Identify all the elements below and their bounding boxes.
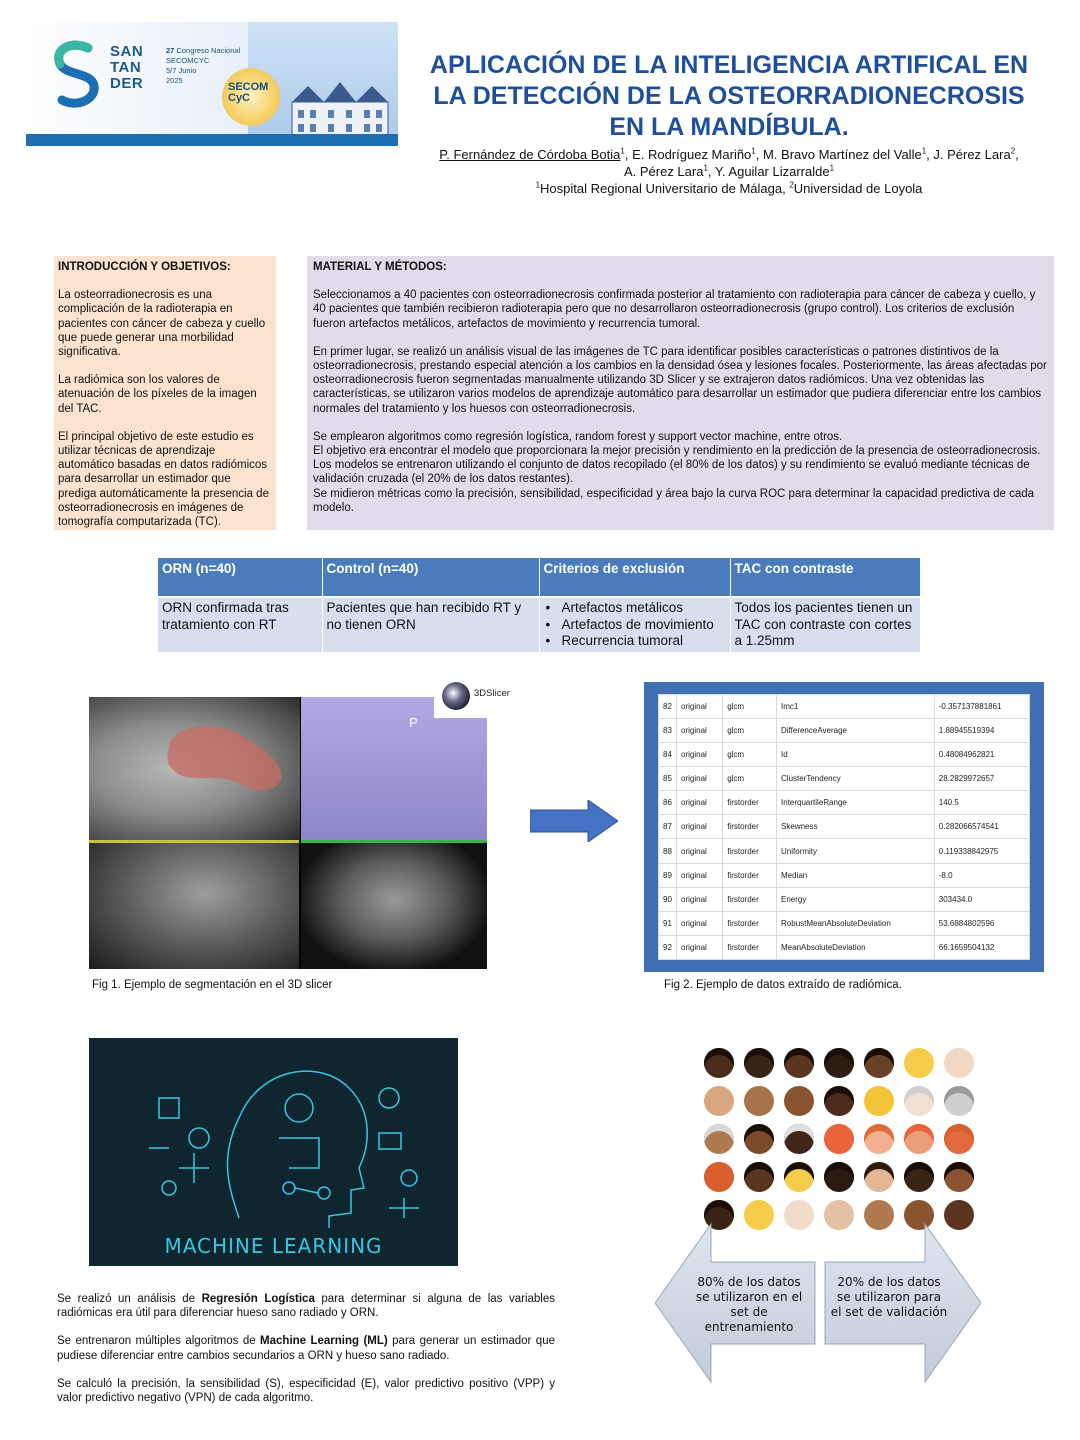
radiomics-feature-cell: Id (777, 743, 935, 767)
table-row (659, 863, 1030, 887)
table-header: Control (n=40) (322, 558, 539, 597)
3dslicer-icon (442, 682, 470, 710)
radiomics-value-cell: -0.357137881861 (934, 695, 1029, 719)
table-row (659, 695, 1030, 719)
face-emoji-icon (864, 1086, 894, 1116)
criteria-table (158, 558, 920, 652)
face-emoji-icon (784, 1162, 814, 1192)
fig2-caption: Fig 2. Ejemplo de datos extraído de radiómica. (664, 979, 902, 991)
3dslicer-logo: 3DSlicer (434, 676, 530, 718)
table-row (659, 887, 1030, 911)
radiomics-value-cell: 1.88945519394 (934, 719, 1029, 743)
face-emoji-icon (904, 1162, 934, 1192)
methods-paragraph: Se emplearon algoritmos como regresión logística, random forest y support vector machine, entre otros. (313, 430, 843, 443)
methods-paragraph: Se midieron métricas como la precisión, sensibilidad, especificidad y área bajo la curva ROC para determinar la capacidad predictiva de cada modelo. (313, 487, 1035, 514)
radiomics-value-cell: 0.48084962821 (934, 743, 1029, 767)
radiomics-idx-cell: 85 (659, 767, 677, 791)
face-emoji-icon (744, 1048, 774, 1078)
congress-info: 27 Congreso Nacional SECOMCYC 5/7 Junio 2025 (166, 46, 241, 85)
table-header: Criterios de exclusión (539, 558, 730, 597)
radiomics-idx-cell: 90 (659, 887, 677, 911)
poster-title: APLICACIÓN DE LA INTELIGENCIA ARTIFICAL EN LA DETECCIÓN DE LA OSTEORRADIONECROSIS EN LA MANDÍBULA. (429, 51, 1029, 141)
radiomics-class-cell: glcm (723, 695, 777, 719)
table-row (659, 719, 1030, 743)
secomcyc-badge-text: SECOM CyC (228, 81, 269, 104)
radiomics-idx-cell: 86 (659, 791, 677, 815)
radiomics-idx-cell: 92 (659, 935, 677, 959)
results-paragraph: Se calculó la precisión, la sensibilidad (S), especificidad (E), valor predictivo positivo (VPP) y valor predictivo negativo (VPN) de cada algoritmo. (57, 1377, 555, 1405)
radiomics-type-cell: original (677, 815, 723, 839)
table-row (659, 815, 1030, 839)
face-emoji-icon (704, 1048, 734, 1078)
radiomics-feature-cell: Median (777, 863, 935, 887)
arrow-right-icon (530, 800, 618, 842)
radiomics-idx-cell: 83 (659, 719, 677, 743)
radiomics-class-cell: firstorder (723, 839, 777, 863)
face-emoji-icon (904, 1048, 934, 1078)
radiomics-feature-cell: Imc1 (777, 695, 935, 719)
radiomics-idx-cell: 88 (659, 839, 677, 863)
radiomics-idx-cell: 82 (659, 695, 677, 719)
intro-heading: INTRODUCCIÓN Y OBJETIVOS: (58, 261, 231, 273)
radiomics-feature-cell: InterquartileRange (777, 791, 935, 815)
table-cell: Todos los pacientes tienen un TAC con contraste con cortes a 1.25mm (730, 597, 920, 652)
face-emoji-icon (784, 1124, 814, 1154)
validation-set-label: 20% de los datos se utilizaron para el set de validación (830, 1275, 948, 1319)
radiomics-type-cell: original (677, 695, 723, 719)
radiomics-class-cell: firstorder (723, 863, 777, 887)
face-emoji-icon (944, 1086, 974, 1116)
radiomics-class-cell: glcm (723, 719, 777, 743)
banner-stripe (26, 134, 398, 146)
face-emoji-icon (904, 1124, 934, 1154)
radiomics-class-cell: firstorder (723, 791, 777, 815)
congress-banner (26, 22, 398, 146)
table-row (659, 743, 1030, 767)
coronal-view (89, 843, 299, 969)
authors-block: P. Fernández de Córdoba Botia$^1$, E. Rodríguez Mariño$^1$, M. Bravo Martínez del Valle$^1$, J. Pérez Lara$^2$, A. Pérez Lara$^1$, Y. Aguilar Lizarralde$^1$ $^1$Hospital Regional Universitario de Málaga, $^2$Universidad de Loyola (420, 146, 1038, 197)
intro-paragraph: La radiómica son los valores de atenuación de los píxeles de la imagen del TAC. (58, 374, 257, 415)
results-paragraph: Se realizó un análisis de Regresión Logística para determinar si alguna de las variables radiómicas era útil para diferenciar hueso sano radiado y ORN. (57, 1293, 555, 1320)
table-row (659, 767, 1030, 791)
radiomics-type-cell: original (677, 935, 723, 959)
face-emoji-icon (824, 1086, 854, 1116)
radiomics-type-cell: original (677, 767, 723, 791)
face-emoji-icon (824, 1048, 854, 1078)
radiomics-type-cell: original (677, 887, 723, 911)
fig1-caption: Fig 1. Ejemplo de segmentación en el 3D slicer (92, 979, 333, 991)
radiomics-idx-cell: 91 (659, 911, 677, 935)
table-header: TAC con contraste (730, 558, 920, 597)
radiomics-idx-cell: 84 (659, 743, 677, 767)
face-emoji-icon (704, 1162, 734, 1192)
face-emoji-icon (824, 1124, 854, 1154)
table-row (659, 791, 1030, 815)
radiomics-idx-cell: 87 (659, 815, 677, 839)
face-emoji-icon (904, 1086, 934, 1116)
radiomics-feature-cell: DifferenceAverage (777, 719, 935, 743)
radiomics-feature-cell: RobustMeanAbsoluteDeviation (777, 911, 935, 935)
radiomics-type-cell: original (677, 839, 723, 863)
table-row (659, 839, 1030, 863)
ai-head-illustration (89, 1038, 458, 1266)
face-emoji-icon (784, 1086, 814, 1116)
face-emoji-icon (784, 1048, 814, 1078)
radiomics-type-cell: original (677, 911, 723, 935)
training-set-label: 80% de los datos se utilizaron en el set de entrenamiento (695, 1275, 803, 1334)
radiomics-feature-cell: Uniformity (777, 839, 935, 863)
table-cell: Pacientes que han recibido RT y no tienen ORN (322, 597, 539, 652)
radiomics-table (658, 694, 1030, 960)
face-emoji-icon (704, 1086, 734, 1116)
radiomics-class-cell: glcm (723, 743, 777, 767)
radiomics-value-cell: 66.1659504132 (934, 935, 1029, 959)
radiomics-value-cell: 28.2829972657 (934, 767, 1029, 791)
santander-s-logo (48, 38, 104, 110)
intro-objectives-box (54, 256, 276, 530)
radiomics-class-cell: firstorder (723, 887, 777, 911)
radiomics-feature-cell: Skewness (777, 815, 935, 839)
radiomics-value-cell: 303434.0 (934, 887, 1029, 911)
radiomics-type-cell: original (677, 791, 723, 815)
radiomics-type-cell: original (677, 743, 723, 767)
list-item: • Artefactos de movimiento (544, 617, 726, 634)
face-emoji-icon (704, 1124, 734, 1154)
face-emoji-icon (744, 1124, 774, 1154)
radiomics-class-cell: firstorder (723, 815, 777, 839)
3d-view (301, 697, 487, 840)
face-emoji-icon (744, 1086, 774, 1116)
face-emoji-icon (944, 1048, 974, 1078)
patient-faces-grid (704, 1048, 984, 1228)
slicer-segmentation-image (89, 697, 487, 969)
face-emoji-icon (824, 1162, 854, 1192)
machine-learning-image (89, 1038, 458, 1266)
radiomics-feature-cell: Energy (777, 887, 935, 911)
radiomics-type-cell: original (677, 719, 723, 743)
radiomics-value-cell: 0.119338842975 (934, 839, 1029, 863)
radiomics-value-cell: -8.0 (934, 863, 1029, 887)
methods-box (307, 256, 1054, 530)
radiomics-class-cell: firstorder (723, 911, 777, 935)
first-author: P. Fernández de Córdoba Botia (439, 147, 621, 162)
radiomics-feature-cell: ClusterTendency (777, 767, 935, 791)
segmentation-overlay (159, 717, 289, 797)
intro-paragraph: El principal objetivo de este estudio es utilizar técnicas de aprendizaje automático basadas en datos radiómicos para desarrollar un estimador que prediga automáticamente la presencia de osteorradionecrosis en imágenes de tomografía computarizada (TC). (58, 430, 269, 529)
methods-paragraph: Seleccionamos a 40 pacientes con osteorradionecrosis confirmada posterior al tratamiento con radioterapia para cáncer de cabeza y cuello, y 40 pacientes que también recibieron radioterapia pero que no desarrollaron osteorradionecrosis (grupo control). Los criterios de exclusión fueron artefactos metálicos, artefactos de movimiento y recurrencia tumoral. (313, 289, 1036, 330)
face-emoji-icon (864, 1162, 894, 1192)
intro-paragraph: La osteorradionecrosis es una complicación de la radioterapia en pacientes con cáncer de cabeza y cuello que puede generar una morbilidad significativa. (58, 289, 266, 359)
list-item: • Recurrencia tumoral (544, 633, 726, 650)
affiliations: $^1$Hospital Regional Universitario de Málaga, $^2$Universidad de Loyola (535, 180, 923, 196)
radiomics-type-cell: original (677, 863, 723, 887)
face-emoji-icon (744, 1162, 774, 1192)
results-paragraph: Se entrenaron múltiples algoritmos de Machine Learning (ML) para generar un estimador que pudiese diferenciar entre cambios secundarios a ORN y hueso sano radiado. (57, 1335, 555, 1362)
ml-image-title: MACHINE LEARNING (164, 1234, 383, 1258)
table-cell: ORN confirmada tras tratamiento con RT (158, 597, 322, 652)
radiomics-data-image (644, 682, 1044, 972)
radiomics-value-cell: 0.282066574541 (934, 815, 1029, 839)
santander-wordmark: SAN TAN DER (110, 43, 144, 92)
results-text (57, 1292, 555, 1419)
radiomics-feature-cell: MeanAbsoluteDeviation (777, 935, 935, 959)
radiomics-idx-cell: 89 (659, 863, 677, 887)
radiomics-class-cell: glcm (723, 767, 777, 791)
face-emoji-icon (864, 1124, 894, 1154)
radiomics-value-cell: 140.5 (934, 791, 1029, 815)
table-row (659, 935, 1030, 959)
methods-paragraph: El objetivo era encontrar el modelo que proporcionara la mejor precisión y rendimiento en la predicción de la presencia de osteorradionecrosis. Los modelos se entrenaron utilizando el conjunto de datos recopilado (el 80% de los datos) y su rendimiento se evaluó mediante técnicas de validación cruzada (el 20% de los datos restantes). (313, 445, 1041, 486)
view-orientation-label: P (409, 715, 418, 730)
radiomics-class-cell: firstorder (723, 935, 777, 959)
axial-view (301, 843, 487, 969)
face-emoji-icon (944, 1124, 974, 1154)
methods-paragraph: En primer lugar, se realizó un análisis visual de las imágenes de TC para identificar posibles características o patrones distintivos de la osteorradionecrosis, prestando especial atención a los cambios en la densidad ósea y lesiones focales. Posteriormente, las áreas afectadas por osteorradionecrosis fueron segmentadas manualmente utilizando 3D Slicer y se extrajeron datos radiómicos. Una vez obtenidas las características, se utilizaron varios modelos de aprendizaje automático para desarrollar un estimador que pudiera diferenciar entre los cambios normales del tratamiento y los huesos con osteorradionecrosis. (313, 345, 1047, 415)
face-emoji-icon (944, 1162, 974, 1192)
face-emoji-icon (864, 1048, 894, 1078)
table-header: ORN (n=40) (158, 558, 322, 597)
table-row (659, 911, 1030, 935)
list-item: • Artefactos metálicos (544, 600, 726, 617)
exclusion-list (544, 600, 726, 650)
methods-heading: MATERIAL Y MÉTODOS: (313, 261, 447, 273)
radiomics-value-cell: 53.6884802596 (934, 911, 1029, 935)
table-cell (539, 597, 730, 652)
